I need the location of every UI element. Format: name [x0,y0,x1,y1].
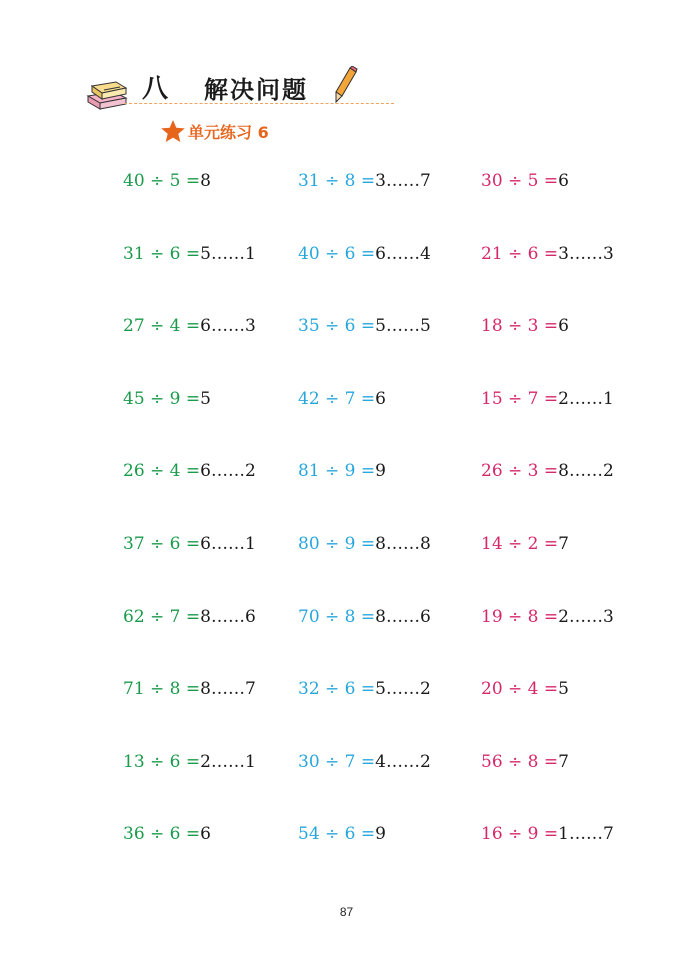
problem-answer: 6……1 [200,534,256,554]
problem-answer: 5……5 [375,316,431,336]
problem-answer: 8……7 [200,679,256,699]
chapter-number: 八 [142,74,169,104]
problem-answer: 5 [558,679,569,699]
problem-answer: 8……2 [558,461,614,481]
problem-answer: 5……1 [200,244,256,264]
problem-expression: 13 ÷ 6 = [123,752,201,772]
problem-expression: 62 ÷ 7 = [123,607,201,627]
division-problem [123,534,256,554]
problem-expression: 71 ÷ 8 = [123,679,201,699]
problem-answer: 6 [200,824,211,844]
division-problem [481,824,614,844]
problem-answer: 6 [558,171,569,191]
division-problem [123,752,256,772]
division-problem [481,461,614,481]
problem-answer: 9 [375,824,386,844]
problem-expression: 70 ÷ 8 = [298,607,376,627]
chapter-title: 解决问题 [204,76,308,104]
problem-expression: 18 ÷ 3 = [481,316,559,336]
division-problem [481,534,569,554]
problem-answer: 3……3 [558,244,614,264]
problem-answer: 2……1 [558,389,614,409]
problem-expression: 31 ÷ 6 = [123,244,201,264]
problem-answer: 1……7 [558,824,614,844]
problem-expression: 35 ÷ 6 = [298,316,376,336]
problem-answer: 4……2 [375,752,431,772]
division-problem [481,316,569,336]
division-problem [123,461,256,481]
problem-answer: 9 [375,461,386,481]
problem-expression: 80 ÷ 9 = [298,534,376,554]
problem-expression: 26 ÷ 4 = [123,461,201,481]
section-label: 单元练习 6 [188,122,269,142]
chapter-header [84,66,384,116]
division-problem [298,244,431,264]
division-problem [298,679,431,699]
problem-expression: 81 ÷ 9 = [298,461,376,481]
problem-answer: 6 [375,389,386,409]
division-problem [298,824,386,844]
problem-expression: 32 ÷ 6 = [298,679,376,699]
problem-answer: 7 [558,752,569,772]
problem-expression: 56 ÷ 8 = [481,752,559,772]
problem-expression: 15 ÷ 7 = [481,389,559,409]
division-problem [298,461,386,481]
division-problem [123,171,211,191]
problem-answer: 5……2 [375,679,431,699]
problem-expression: 40 ÷ 5 = [123,171,201,191]
problem-answer: 6 [558,316,569,336]
division-problem [481,679,569,699]
problem-expression: 31 ÷ 8 = [298,171,376,191]
division-problem [123,607,256,627]
problem-answer: 6……4 [375,244,431,264]
star-icon [160,119,186,143]
problem-expression: 19 ÷ 8 = [481,607,559,627]
problem-answer: 3……7 [375,171,431,191]
division-problem [481,607,614,627]
problem-expression: 30 ÷ 7 = [298,752,376,772]
problem-answer: 2……1 [200,752,256,772]
problem-expression: 30 ÷ 5 = [481,171,559,191]
division-problem [481,389,614,409]
books-icon [84,72,130,112]
problem-answer: 7 [558,534,569,554]
problem-expression: 26 ÷ 3 = [481,461,559,481]
division-problem [298,316,431,336]
division-problem [298,607,431,627]
problem-answer: 6……3 [200,316,256,336]
division-problem [123,389,211,409]
problem-expression: 37 ÷ 6 = [123,534,201,554]
division-problem [298,171,431,191]
division-problem [481,752,569,772]
problem-expression: 36 ÷ 6 = [123,824,201,844]
division-problem [298,389,386,409]
division-problem [123,679,256,699]
problem-answer: 2……3 [558,607,614,627]
problem-answer: 8……6 [375,607,431,627]
problem-expression: 20 ÷ 4 = [481,679,559,699]
page-number: 87 [339,905,354,919]
problem-answer: 6……2 [200,461,256,481]
problem-expression: 54 ÷ 6 = [298,824,376,844]
problem-answer: 8……6 [200,607,256,627]
problem-expression: 45 ÷ 9 = [123,389,201,409]
section-heading [160,118,269,144]
division-problem [298,534,431,554]
division-problem [123,244,256,264]
problem-expression: 27 ÷ 4 = [123,316,201,336]
problem-answer: 8 [200,171,211,191]
division-problem [123,824,211,844]
pencil-icon [332,66,358,106]
division-problem [123,316,256,336]
division-problem [298,752,431,772]
problem-expression: 42 ÷ 7 = [298,389,376,409]
problem-answer: 8……8 [375,534,431,554]
problem-expression: 40 ÷ 6 = [298,244,376,264]
division-problem [481,244,614,264]
problem-answer: 5 [200,389,211,409]
problem-expression: 16 ÷ 9 = [481,824,559,844]
division-problem [481,171,569,191]
problem-expression: 14 ÷ 2 = [481,534,559,554]
problem-expression: 21 ÷ 6 = [481,244,559,264]
